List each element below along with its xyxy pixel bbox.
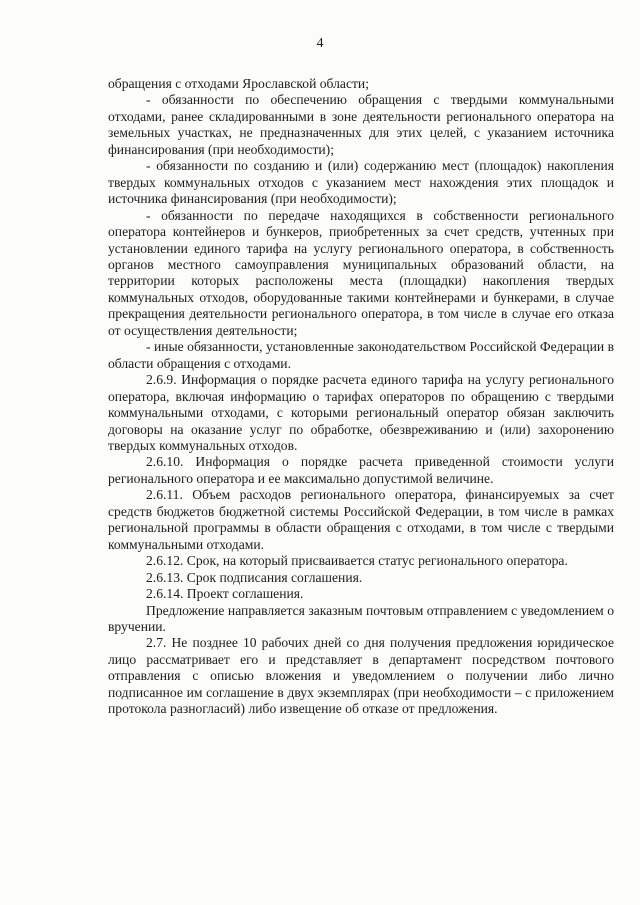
paragraph: - иные обязанности, установленные законодательством Российской Федерации в области обращения с отходами. xyxy=(108,339,614,371)
document-body xyxy=(108,76,614,718)
page-number: 4 xyxy=(316,36,324,51)
paragraph: 2.6.9. Информация о порядке расчета единого тарифа на услугу регионального оператора, включая информацию о тарифах операторов по обращению с твердыми коммунальными отходами, с которыми региональный оператор обязан заключить договоры на оказание услуг по обработке, обезвреживанию и (или) захоронению твердых коммунальных отходов. xyxy=(108,372,614,453)
paragraph: обращения с отходами Ярославской области; xyxy=(108,76,369,91)
paragraph: 2.6.13. Срок подписания соглашения. xyxy=(146,569,363,585)
paragraph: 2.6.11. Объем расходов регионального оператора, финансируемых за счет средств бюджетов бюджетной системы Российской Федерации, в том числе в рамках региональной программы в области обращения с отходами, в том числе с твердыми коммунальными отходами. xyxy=(108,487,614,552)
paragraph: - обязанности по созданию и (или) содержанию мест (площадок) накопления твердых коммунальных отходов с указанием мест нахождения этих площадок и источника финансирования (при необходимости); xyxy=(108,158,614,207)
paragraph: 2.7. Не позднее 10 рабочих дней со дня получения предложения юридическое лицо рассматривает его и представляет в департамент посредством почтового отправления с описью вложения и уведомлением о получении либо лично подписанное им соглашение в двух экземплярах (при необходимости – с приложением протокола разногласий) либо извещение об отказе от предложения. xyxy=(108,635,614,717)
paragraph: 2.6.14. Проект соглашения. xyxy=(146,586,304,602)
paragraph: Предложение направляется заказным почтовым отправлением с уведомлением о вручении. xyxy=(108,602,614,634)
paragraph: - обязанности по передаче находящихся в собственности регионального оператора контейнеров и бункеров, приобретенных за счет средств, учтенных при установлении единого тарифа на услугу регионального оператора, в собственность органов местного самоуправления муниципальных образований области, на территории которых расположены места (площадки) накопления твердых коммунальных отходов, оборудованные такими контейнерами и бункерами, в случае прекращения деятельности регионального оператора, в том числе в случае его отказа от осуществления деятельности; xyxy=(108,207,614,338)
paragraph: 2.6.12. Срок, на который присваивается статус регионального оператора. xyxy=(146,553,568,569)
paragraph: 2.6.10. Информация о порядке расчета приведенной стоимости услуги регионального оператора и ее максимально допустимой величине. xyxy=(108,454,614,486)
paragraph: - обязанности по обеспечению обращения с твердыми коммунальными отходами, ранее складированными в зоне деятельности регионального оператора на земельных участках, не предназначенных для этих целей, с указанием источника финансирования (при необходимости); xyxy=(108,92,614,157)
